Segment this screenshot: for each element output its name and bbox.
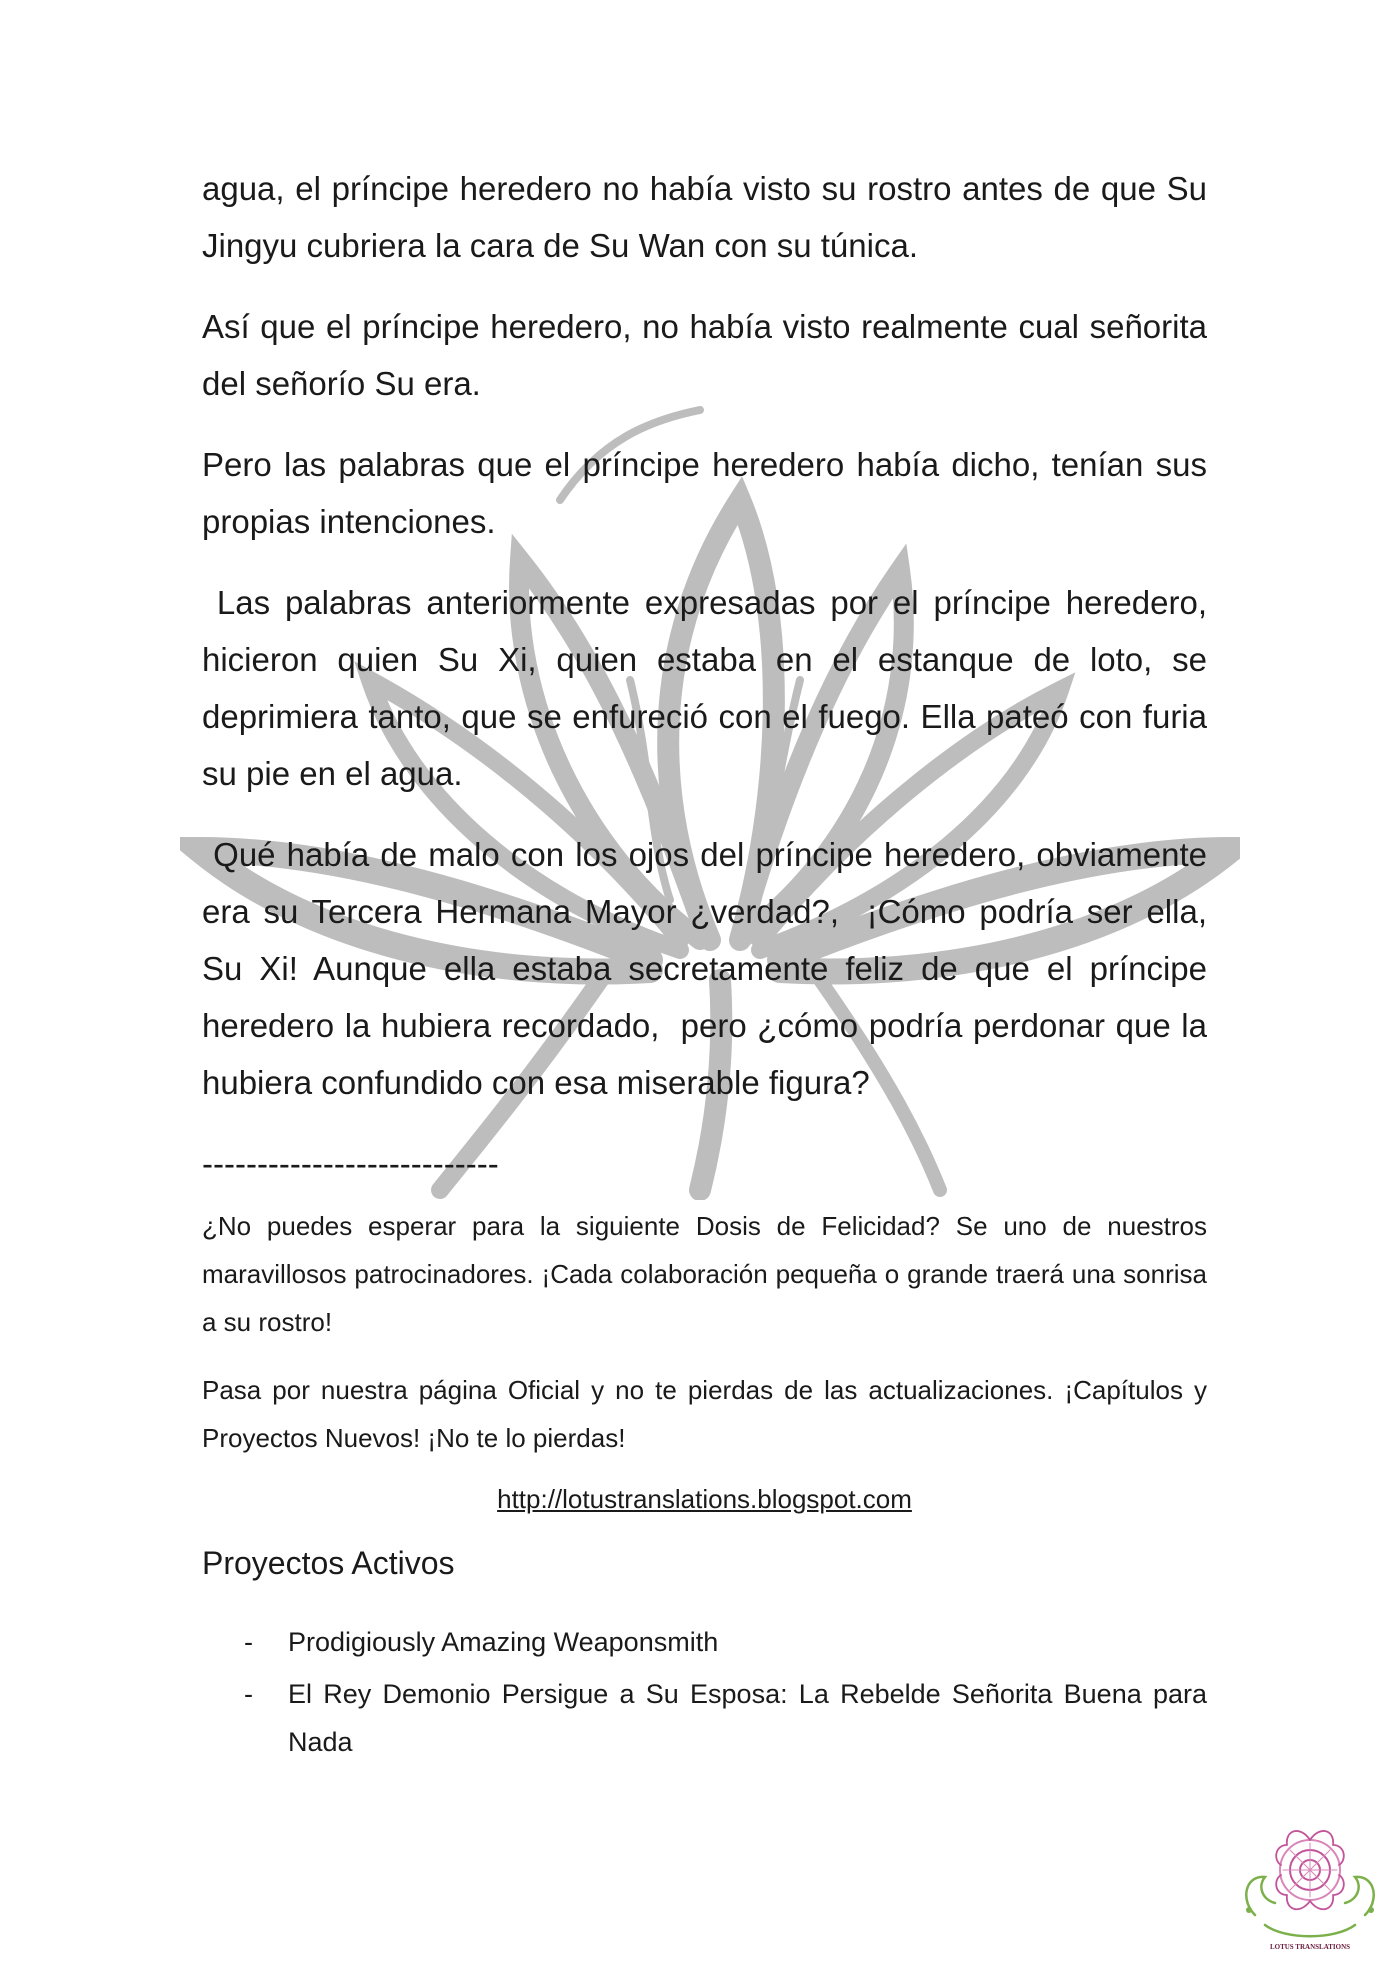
project-title: El Rey Demonio Persigue a Su Esposa: La Rebelde Señorita Buena para Nada [288,1679,1207,1757]
body-paragraph: Pero las palabras que el príncipe heredero había dicho, tenían sus propias intenciones. [202,446,1207,540]
section-separator: --------------------------- [202,1145,499,1182]
projects-list [202,1618,1207,1766]
body-paragraph: Así que el príncipe heredero, no había visto realmente cual señorita del señorío Su era. [202,308,1207,402]
logo-caption: LOTUS TRANSLATIONS [1269,1943,1351,1951]
body-paragraph: Las palabras anteriormente expresadas por el príncipe heredero, hicieron quien Su Xi, quien estaba en el estanque de loto, se deprimiera tanto, que se enfureció con el fuego. Ella pateó con furia su pie en el agua. [202,584,1217,792]
projects-heading: Proyectos Activos [202,1545,455,1581]
project-title: Prodigiously Amazing Weaponsmith [288,1627,719,1657]
list-bullet: - [244,1627,253,1657]
page-content [202,160,1217,1770]
list-item [202,1670,1207,1766]
list-item [202,1618,1207,1666]
promo-paragraph: Pasa por nuestra página Oficial y no te pierdas de las actualizaciones. ¡Capítulos y Proyectos Nuevos! ¡No te lo pierdas! [202,1375,1207,1453]
body-paragraph: agua, el príncipe heredero no había visto su rostro antes de que Su Jingyu cubriera la cara de Su Wan con su túnica. [202,170,1207,264]
list-bullet: - [244,1679,253,1709]
lotus-logo-icon [1235,1815,1385,1960]
blog-link[interactable]: http://lotustranslations.blogspot.com [497,1484,912,1514]
body-paragraph: Qué había de malo con los ojos del príncipe heredero, obviamente era su Tercera Hermana Mayor ¿verdad?, ¡Cómo podría ser ella, Su Xi! Aunque ella estaba secretamente feliz de que el príncipe heredero la hubiera recordado, pero ¿cómo podría perdonar que la hubiera confundido con esa miserable figura? [202,836,1217,1101]
promo-paragraph: ¿No puedes esperar para la siguiente Dosis de Felicidad? Se uno de nuestros maravillosos patrocinadores. ¡Cada colaboración pequeña o grande traerá una sonrisa a su rostro! [202,1211,1207,1337]
